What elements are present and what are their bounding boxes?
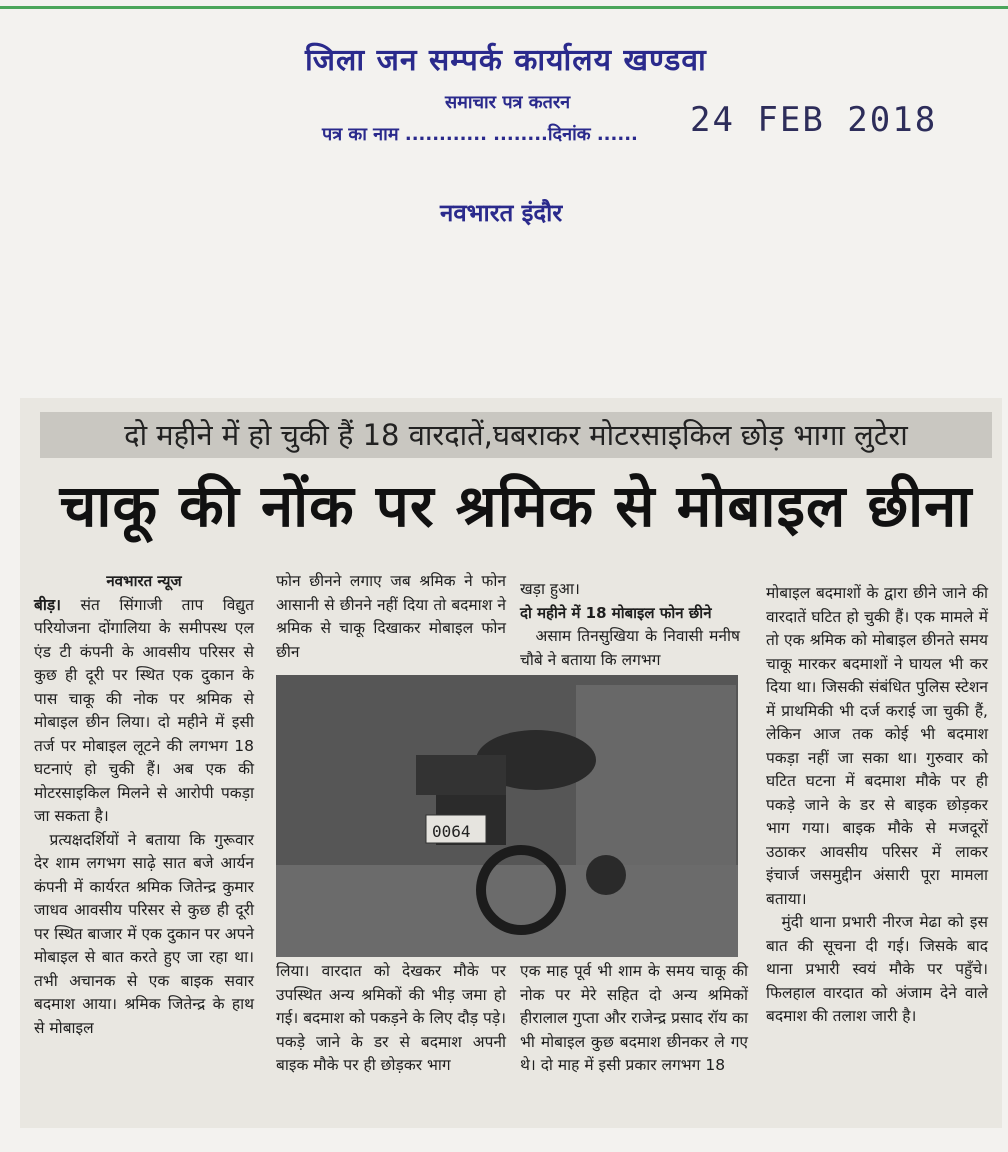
column-4-paragraph-1: मोबाइल बदमाशों के द्वारा छीने जाने की वारदातें घटित हो चुकी हैं। एक मामले में तो एक श्रमिक को मोबाइल छीनते समय चाकू मारकर बदमाशों ने घायल भी कर दिया था। जिसकी संबंधित पुलिस स्टेशन में प्राथमिकी भी दर्ज कराई जा चुकी हैं, लेकिन आज तक कोई भी बदमाश पकड़ा नहीं जा सका था। गुरुवार को घटित घटना में बदमाश मौके पर ही पकड़े जाने के डर से बाइक छोड़कर भाग गया। बाइक मौके से मजदूरों उठाकर आवसीय परिसर में लाकर इंचार्ज जसमुद्दीन अंसारी पूरा मामला बताया।	[766, 584, 988, 908]
motorcycle-illustration	[276, 675, 738, 957]
motorcycle-photo	[276, 675, 738, 957]
stamp-clipping-label: समाचार पत्र कतरन	[445, 92, 571, 113]
article-column-4	[766, 582, 988, 1029]
column-3-top-text-2: असाम तिनसुखिया के निवासी मनीष चौबे ने बताया कि लगभग	[520, 627, 740, 669]
office-stamp-title: जिला जन सम्पर्क कार्यालय खण्डवा	[305, 43, 707, 78]
column-1-paragraph-2: प्रत्यक्षदर्शियों ने बताया कि गुरूवार देर शाम लगभग साढ़े सात बजे आर्यन कंपनी में कार्यरत श्रमिक जितेन्द्र कुमार जाधव आवसीय परिसर से कुछ ही दूरी पर स्थित बाजार में एक दुकान पर अपने मोबाइल से बात करते हुए जा रहा था। तभी अचानक से एक बाइक सवार बदमाश आया। श्रमिक जितेन्द्र के हाथ से मोबाइल	[34, 830, 254, 1037]
article-column-3-top	[520, 578, 740, 672]
article-kicker: दो महीने में हो चुकी हैं 18 वारदातें,घबराकर मोटरसाइकिल छोड़ भागा लुटेरा	[40, 412, 992, 458]
stamp-newspaper-name: नवभारत इंदौर	[440, 199, 563, 227]
top-border-line	[0, 6, 1008, 9]
newspaper-clipping	[20, 398, 1002, 1138]
article-headline: चाकू की नोंक पर श्रमिक से मोबाइल छीना	[59, 472, 973, 540]
article-column-3-bottom: एक माह पूर्व भी शाम के समय चाकू की नोक पर मेरे सहित दो अन्य श्रमिकों हीरालाल गुप्ता और राजेन्द्र प्रसाद रॉय का भी मोबाइल कुछ बदमाश छीनकर ले गए थे। दो माह में इसी प्रकार लगभग 18	[520, 962, 748, 1074]
article-column-1	[34, 570, 254, 1040]
dateline: बीड़।	[34, 595, 62, 614]
article-subhead: दो महीने में 18 मोबाइल फोन छीने	[520, 603, 712, 622]
column-1-paragraph-1	[34, 594, 254, 829]
column-1-text-1: संत सिंगाजी ताप विद्युत परियोजना दोंगालिया के समीपस्थ एल एंड टी कंपनी के आवसीय परिसर से कुछ ही दूरी पर स्थित एक दुकान के पास चाकू की नोक पर श्रमिक से मोबाइल छीन लिया। दो महीने में इसी तर्ज पर मोबाइल लूटने की लगभग 18 घटनाएं हो चुकी हैं। अब एक की मोटरसाइकिल मिलने से आरोपी पकड़ा जा सकता है।	[34, 595, 254, 825]
stamp-paper-date-line: पत्र का नाम ............ ........दिनांक ......	[322, 124, 638, 145]
article-column-2-bottom: लिया। वारदात को देखकर मौके पर उपस्थित अन्य श्रमिकों की भीड़ जमा हो गई। बदमाश को पकड़ने के लिए दौड़ पड़े। पकड़े जाने के डर से बदमाश अपनी बाइक मौके पर ही छोड़कर भाग	[276, 962, 506, 1074]
article-column-2-top: फोन छीनने लगाए जब श्रमिक ने फोन आसानी से छीनने नहीं दिया तो बदमाश ने श्रमिक से चाकू दिखाकर मोबाइल फोन छीन	[276, 572, 506, 661]
bottom-strip	[0, 1128, 1008, 1152]
stamp-date: 24 FEB 2018	[690, 100, 938, 140]
article-byline: नवभारत न्यूज	[106, 572, 182, 590]
column-3-top-text: खड़ा हुआ।	[520, 580, 580, 598]
column-4-paragraph-2: मुंदी थाना प्रभारी नीरज मेढा को इस बात की सूचना दी गई। जिसके बाद थाना प्रभारी स्वयं मौके पर पहुँचे। फिलहाल वारदात को अंजाम देने वाले बदमाश की तलाश जारी है।	[766, 913, 988, 1025]
license-plate-text: 0064	[432, 822, 471, 841]
